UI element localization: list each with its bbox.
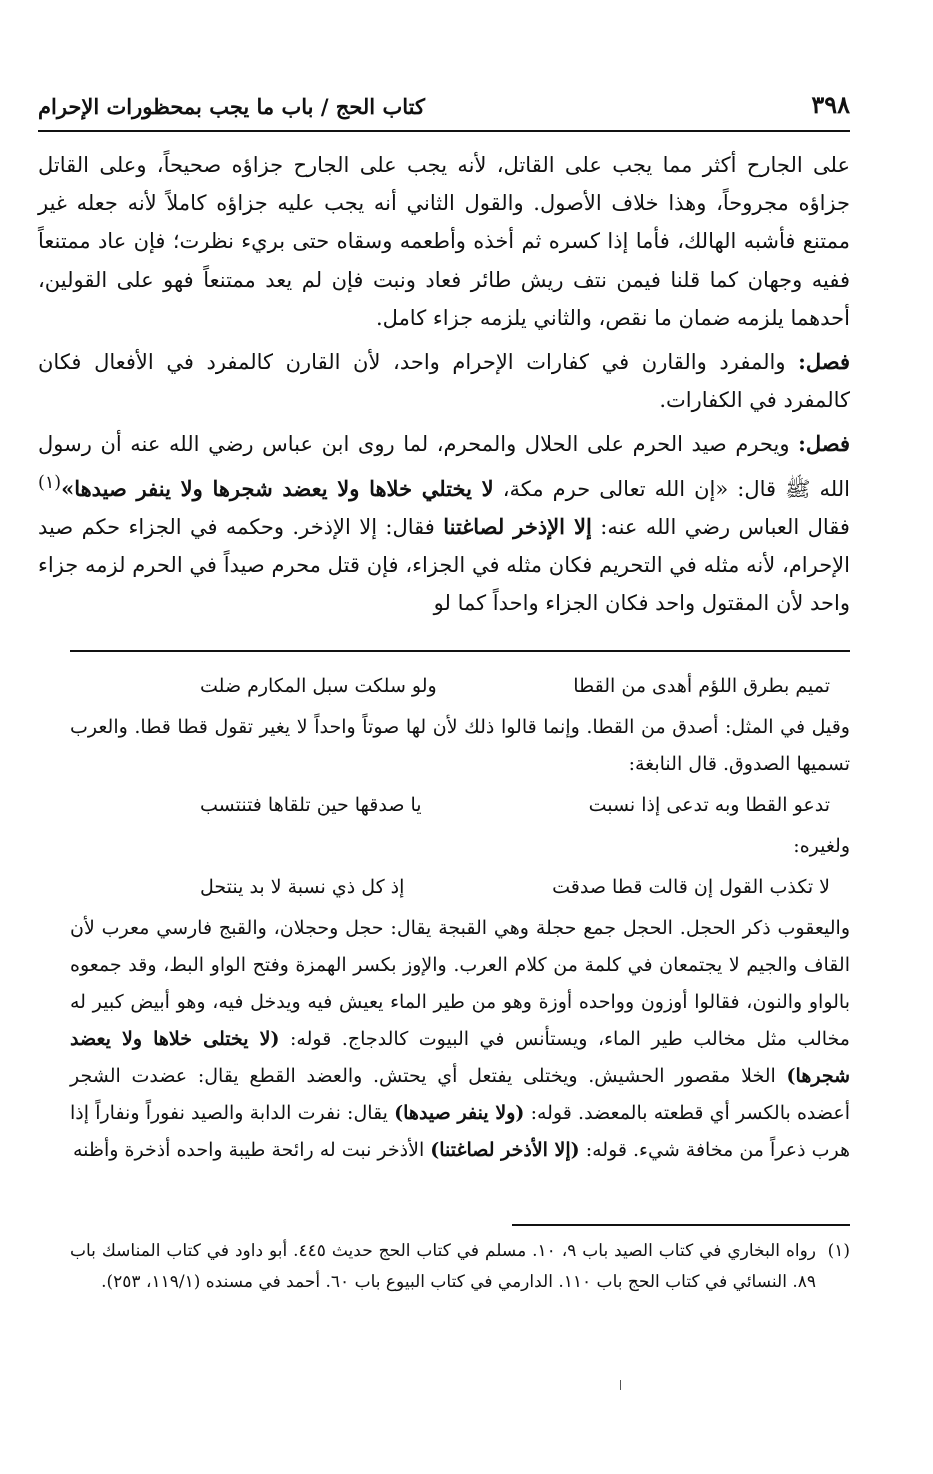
paragraph-text: ويحرم صيد الحرم على الحلال والمحرم، لما روى ابن عباس رضي الله عنه أن رسول الله ﷺ قال: «إن الله تعالى حرم مكة، (38, 432, 850, 501)
paragraph-text: فقال العباس رضي الله عنه: (600, 514, 850, 539)
scan-mark (620, 1380, 621, 1390)
quoted-phrase: (إلا الأذخر لصاغتنا) (430, 1139, 580, 1161)
verse (70, 869, 850, 906)
running-title: كتاب الحج / باب ما يجب بمحظورات الإحرام (38, 94, 425, 119)
section-divider (70, 650, 850, 652)
paragraph: على الجارح أكثر مما يجب على القاتل، لأنه يجب على الجارح جزاؤه صحيحاً، وعلى القاتل جزاؤه مجروحاً، وهذا خلاف الأصول. والقول الثاني أنه يجب عليه جزاؤه كاملاً لأنه جعله غير ممتنع فأشبه الهالك، فأما إذا كسره ثم أخذه وأطعمه وسقاه حتى بريء نظرت؛ فإن عاد ممتنعاً ففيه وجهان كما قلنا فيمن نتف ريش طائر فعاد ونبت فإن لم يعد ممتنعاً فهو على القولين، أحدهما يلزمه ضمان ما نقص، والثاني يلزمه جزاء كامل. (38, 153, 850, 330)
commentary-text: وقيل في المثل: أصدق من القطا. وإنما قالوا ذلك لأن لها صوتاً واحداً لا يغير تقول قطا قطا. والعرب تسميها الصدوق. قال النابغة: (70, 716, 850, 775)
paragraph (38, 343, 850, 419)
verse-hemistich: تدعو القطا وبه تدعى إذا نسبت (588, 794, 830, 816)
commentary-text (70, 910, 850, 1169)
paragraph-text: والمفرد والقارن في كفارات الإحرام واحد، لأن القارن كالمفرد في الأفعال فكان كالمفرد في الكفارات. (38, 350, 850, 413)
commentary-span: يقال: نفرت الدابة والصيد نفوراً ونفاراً إذا هرب ذعراً من مخافة شيء. قوله: (70, 1102, 850, 1161)
footnote-text: رواه البخاري في كتاب الصيد باب ٩، ١٠. مسلم في كتاب الحج حديث ٤٤٥. أبو داود في كتاب المناسك باب ٨٩. النسائي في كتاب الحج باب ١١٠. الدارمي في كتاب البيوع باب ٦٠. أحمد في مسنده (١١٩/١، ٢٥٣). (70, 1241, 816, 1292)
paragraph-text: فقال: إلا الإذخر. وحكمه في الجزاء حكم صيد الإحرام، لأنه مثله في التحريم فكان مثله في الجزاء، فإن قتل محرم صيداً في الحرم لزمه جزاء واحد لأن المقتول واحد فكان الجزاء واحداً كما لو (38, 514, 850, 616)
verse-hemistich: ولو سلكت سبل المكارم ضلت (200, 675, 437, 697)
verse-hemistich: تميم بطرق اللؤم أهدى من القطا (573, 675, 830, 697)
footnote-row (70, 1236, 850, 1298)
hadith-text: لا يختلي خلاها ولا يعضد شجرها ولا ينفر صيدها» (61, 475, 494, 501)
verse (70, 668, 850, 705)
verse-hemistich: لا تكذب القول إن قالت قطا صدقت (552, 876, 830, 898)
commentary-span: واليعقوب ذكر الحجل. الحجل جمع حجلة وهي القبجة يقال: حجل وحجلان، والقبج فارسي معرب لأن القاف والجيم لا يجتمعان في كلمة من كلام العرب. والإوز بكسر الهمزة وفتح الواو البط، وقد جمعوه بالواو والنون، فقالوا أوزون وواحده أوزة وهو من طير الماء يعيش فيه ويدخل فيه، وهو أبيض كبير له مخالب مثل مخالب طير الماء، ويستأنس في البيوت كالدجاج. قوله: (70, 917, 850, 1050)
page-header (38, 84, 850, 132)
commentary (70, 664, 850, 1169)
page-number: ٣٩٨ (811, 90, 850, 119)
verse-hemistich: يا صدقها حين تلقاها فتنتسب (200, 794, 422, 816)
footnote-ref: (١) (38, 472, 62, 493)
commentary-span: الأذخر نبت له رائحة طيبة واحده أذخرة وأظنه (72, 1139, 425, 1161)
footnote-divider (512, 1224, 850, 1226)
main-text (38, 146, 850, 622)
section-label: فصل: (798, 349, 850, 375)
paragraph (38, 425, 850, 622)
commentary-span: الخلا مقصور الحشيش. ويختلى يفتعل أي يحتش. والعضد القطع يقال: عضدت الشجر أعضده بالكسر أي قطعته بالمعضد. قوله: (70, 1065, 850, 1124)
quoted-phrase: (ولا ينفر صيدها) (394, 1102, 525, 1124)
footnote (70, 1236, 850, 1298)
verse (70, 787, 850, 824)
hadith-text: إلا الإذخر لصاغتنا (443, 513, 592, 539)
quoted-phrase: (لا يختلى خلاها ولا يعضد شجرها) (70, 1028, 851, 1087)
footnote-number: (١) (827, 1241, 850, 1261)
section-label: فصل: (798, 431, 850, 457)
verse-hemistich: إذ كل ذي نسبة لا بد ينتحل (200, 876, 405, 898)
commentary-text: ولغيره: (793, 835, 850, 857)
